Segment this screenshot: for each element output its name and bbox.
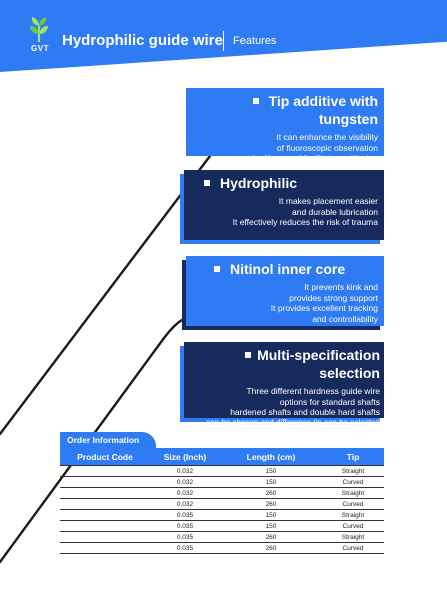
feature-text: It can enhance the visibility [276, 132, 378, 142]
column-header: Product Code [60, 448, 150, 466]
order-table [60, 448, 384, 554]
product-code-cell [60, 510, 150, 521]
square-bullet-icon [245, 352, 251, 358]
table-row [60, 510, 384, 521]
tip-cell: Curved [322, 477, 384, 488]
product-code-cell [60, 477, 150, 488]
page-title: Hydrophilic guide wire [62, 32, 223, 49]
section-label: Features [233, 35, 277, 47]
feature-text: It prevents kink and [304, 282, 378, 292]
feature-text: under X-ray and facilitate positioning [240, 153, 378, 163]
tip-cell: Curved [322, 521, 384, 532]
feature-text: and controllability [312, 313, 378, 324]
size-cell: 0.032 [150, 477, 220, 488]
length-cell: 260 [220, 532, 322, 543]
feature-title: Hydrophilic [194, 174, 378, 192]
square-bullet-icon [204, 180, 210, 186]
square-bullet-icon [214, 266, 220, 272]
size-cell: 0.035 [150, 510, 220, 521]
table-row [60, 521, 384, 532]
feature-text: can be chosen and difference tip can be selected [206, 417, 380, 427]
table-row [60, 499, 384, 510]
feature-card-tungsten [186, 88, 384, 163]
column-header: Size (Inch) [150, 448, 220, 466]
size-cell: 0.032 [150, 499, 220, 510]
table-row [60, 466, 384, 477]
size-cell: 0.032 [150, 466, 220, 477]
order-information-tab: Order Information [60, 432, 156, 448]
feature-text: It effectively reduces the risk of trauma [232, 217, 378, 227]
feature-card-nitinol [186, 256, 384, 326]
product-code-cell [60, 499, 150, 510]
feature-text: options for standard shafts [279, 396, 380, 407]
table-header-row [60, 448, 384, 466]
table-row [60, 543, 384, 554]
feature-text: It provides excellent tracking [270, 303, 378, 313]
column-header: Length (cm) [220, 448, 322, 466]
length-cell: 260 [220, 488, 322, 499]
feature-text: of fluoroscopic observation [276, 142, 378, 153]
feature-text: hardened shafts and double hard shafts [230, 407, 380, 417]
feature-text: It makes placement easier [278, 196, 378, 206]
tip-cell: Curved [322, 543, 384, 554]
product-code-cell [60, 466, 150, 477]
tip-cell: Straight [322, 466, 384, 477]
length-cell: 260 [220, 543, 322, 554]
feature-title: Tip additive with tungsten [196, 92, 378, 128]
length-cell: 150 [220, 510, 322, 521]
feature-title: Nitinol inner core [196, 260, 378, 278]
product-code-cell [60, 543, 150, 554]
table-row [60, 532, 384, 543]
product-code-cell [60, 521, 150, 532]
feature-text: and durable lubrication [291, 206, 378, 217]
table-row [60, 488, 384, 499]
feature-card-multi-spec [184, 342, 384, 427]
order-table-body [60, 466, 384, 554]
tip-cell: Curved [322, 499, 384, 510]
column-header: Tip [322, 448, 384, 466]
size-cell: 0.032 [150, 488, 220, 499]
tip-cell: Straight [322, 510, 384, 521]
tip-cell: Straight [322, 488, 384, 499]
size-cell: 0.035 [150, 532, 220, 543]
tip-cell: Straight [322, 532, 384, 543]
feature-text: provides strong support [289, 292, 378, 303]
feature-card-hydrophilic [184, 170, 384, 240]
length-cell: 150 [220, 466, 322, 477]
length-cell: 150 [220, 477, 322, 488]
square-bullet-icon [253, 98, 259, 104]
product-code-cell [60, 532, 150, 543]
logo-text: GVT [31, 44, 49, 53]
feature-text: Three different hardness guide wire [246, 386, 380, 396]
feature-title: Multi-specification selection [188, 346, 380, 382]
length-cell: 260 [220, 499, 322, 510]
size-cell: 0.035 [150, 543, 220, 554]
table-row [60, 477, 384, 488]
length-cell: 150 [220, 521, 322, 532]
size-cell: 0.035 [150, 521, 220, 532]
product-code-cell [60, 488, 150, 499]
